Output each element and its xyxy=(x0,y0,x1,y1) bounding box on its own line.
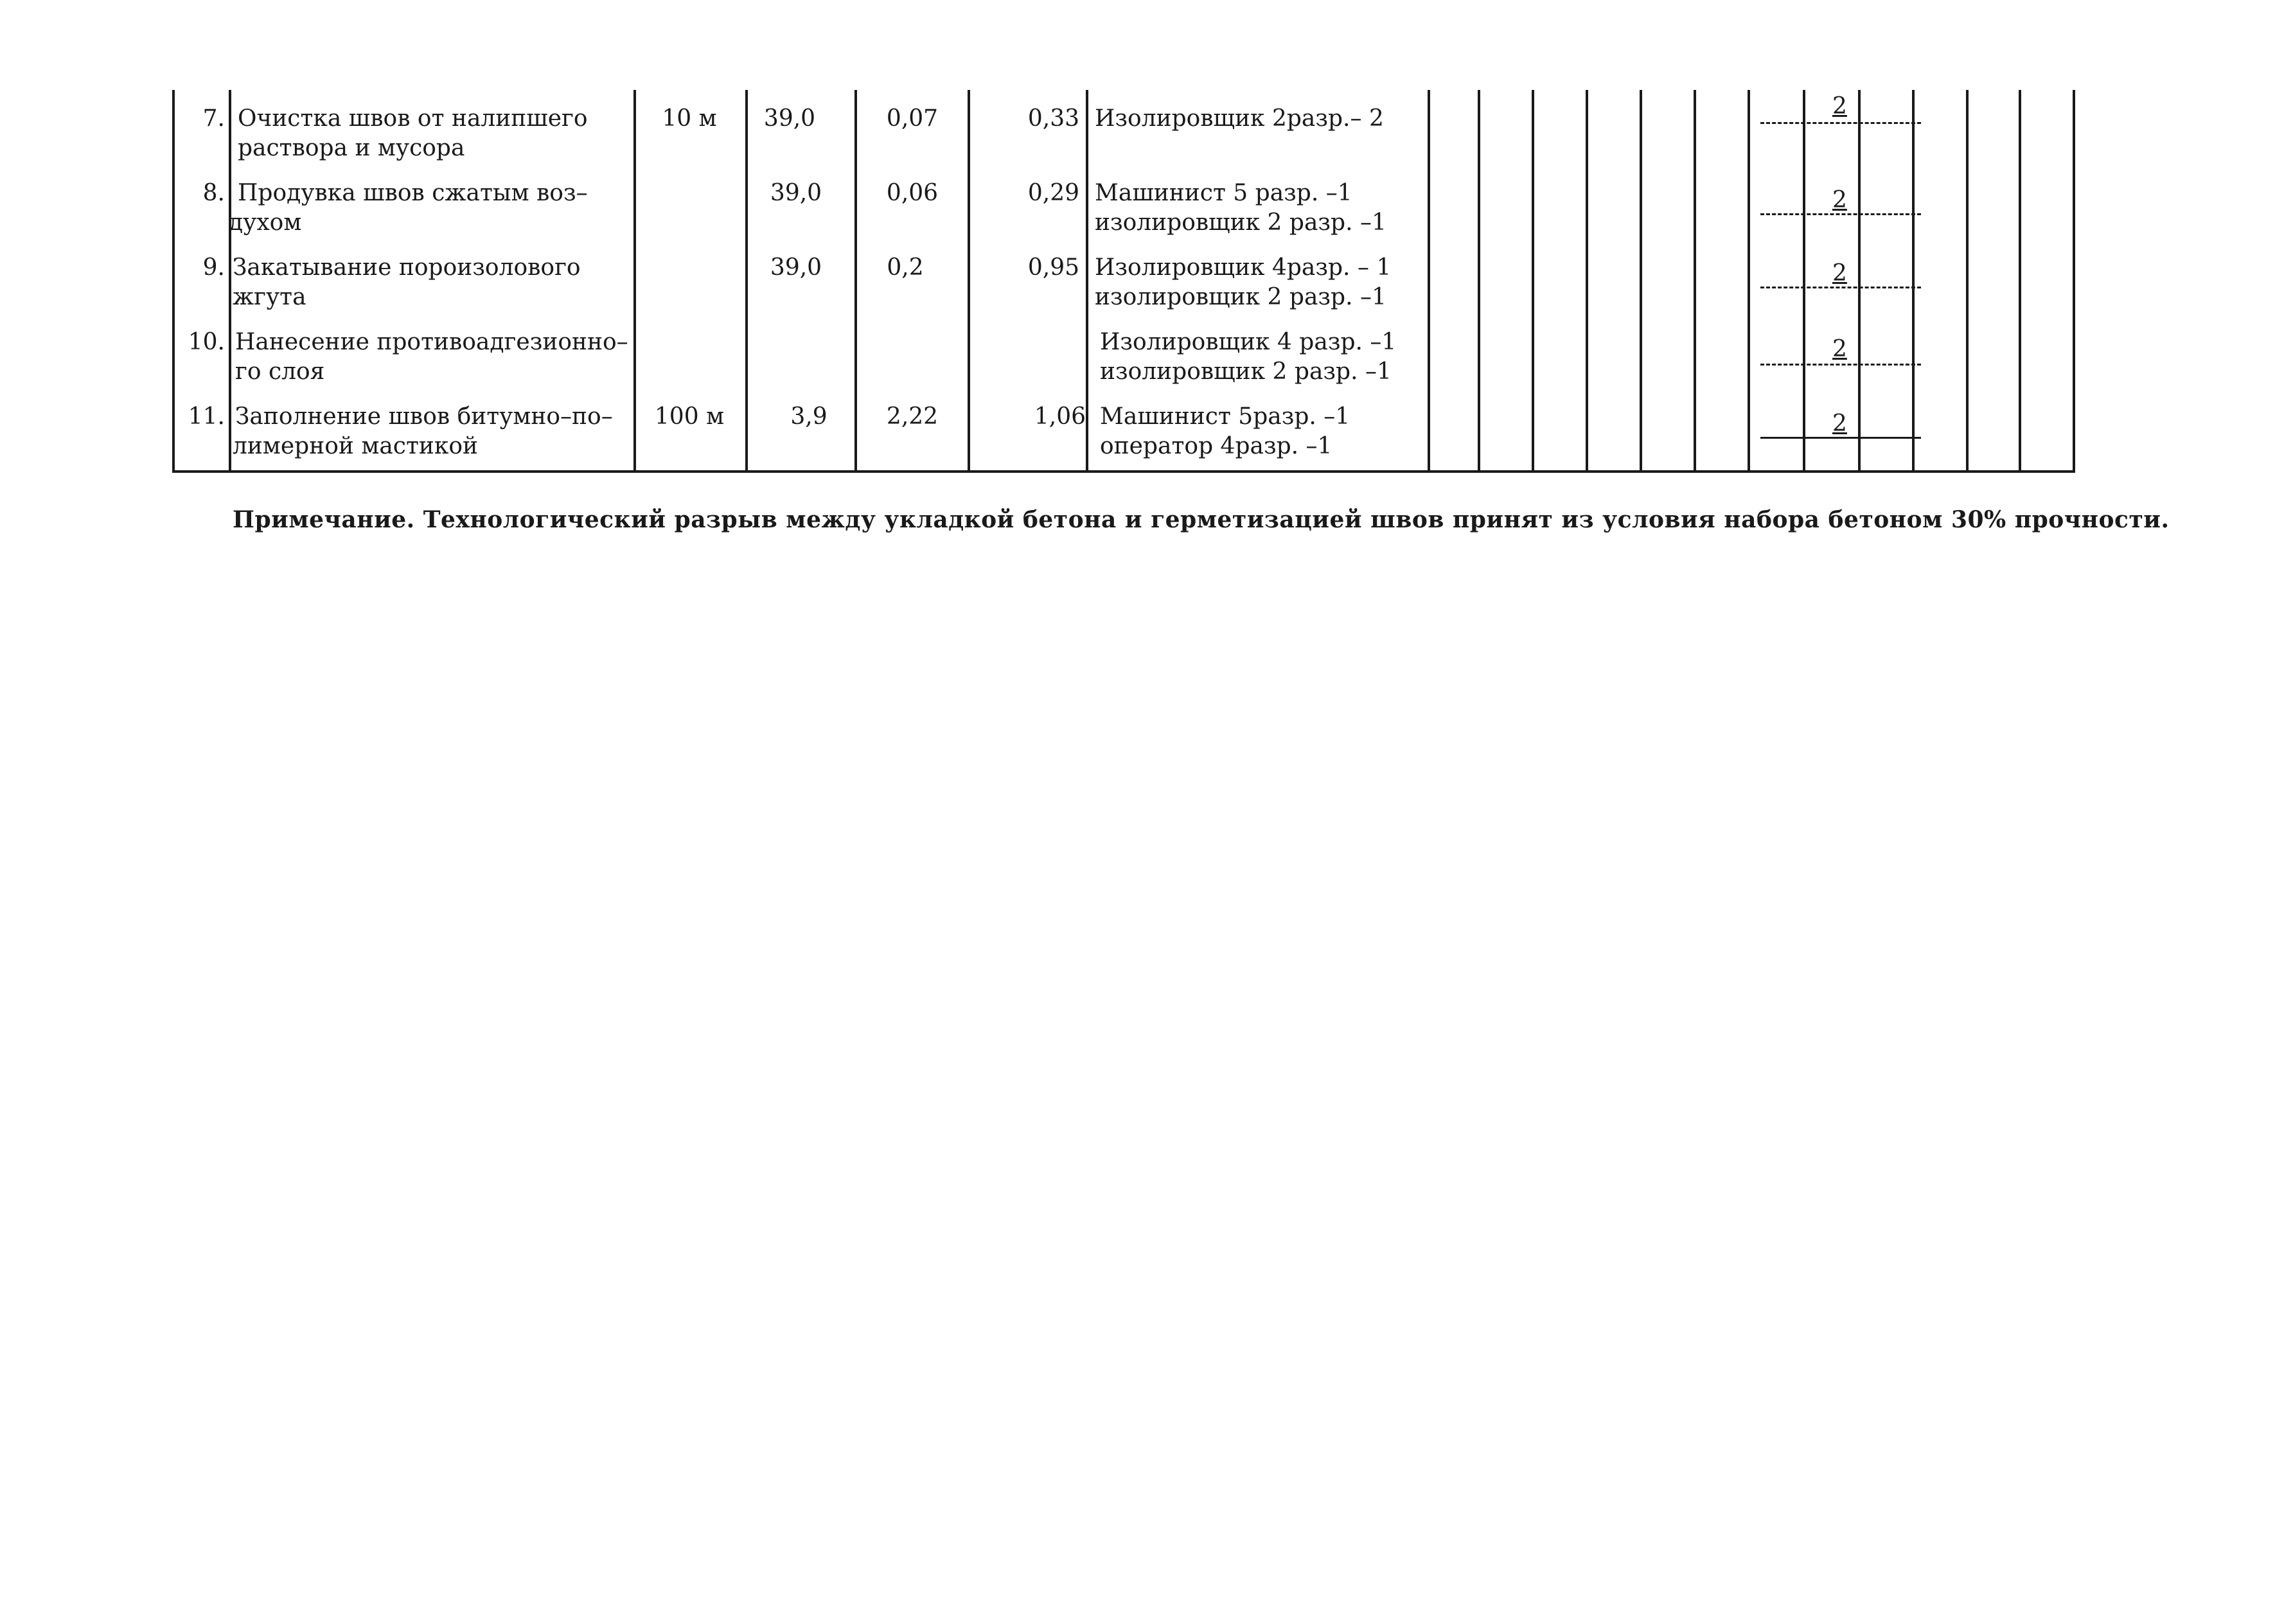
work-name-line: Продувка швов сжатым воз– xyxy=(238,180,588,206)
labor-cost: 1,06 xyxy=(1034,403,1086,430)
volume: 3,9 xyxy=(790,403,828,430)
crew-line: Машинист 5разр. –1 xyxy=(1100,403,1350,430)
schedule-bar xyxy=(1760,364,1921,366)
crew-line: изолировщик 2 разр. –1 xyxy=(1095,284,1386,310)
schedule-bar-label: 2 xyxy=(1832,410,1847,437)
work-name-line: раствора и мусора xyxy=(238,135,465,161)
table-rule xyxy=(1478,90,1480,472)
row-number: 11. xyxy=(188,403,225,430)
table-rule xyxy=(1586,90,1588,472)
table-rule xyxy=(1803,90,1805,472)
table-rule xyxy=(1640,90,1642,472)
table-rule xyxy=(1428,90,1430,472)
work-name-line: духом xyxy=(229,209,302,236)
footnote: Примечание. Технологический разрыв между укладкой бетона и герметизацией швов принят из условия набора бетоном 30% прочности. xyxy=(233,506,2170,533)
row-number: 7. xyxy=(202,105,225,132)
crew-line: оператор 4разр. –1 xyxy=(1100,433,1332,459)
table-rule xyxy=(1858,90,1861,472)
table-rule xyxy=(2073,90,2075,472)
volume: 39,0 xyxy=(770,180,822,206)
unit: 10 м xyxy=(662,105,717,132)
volume: 39,0 xyxy=(770,254,822,281)
crew-line: Машинист 5 разр. –1 xyxy=(1095,180,1352,206)
labor-cost: 0,33 xyxy=(1027,105,1079,132)
work-name-line: Заполнение швов битумно–по– xyxy=(235,403,613,430)
row-number: 9. xyxy=(202,254,225,281)
schedule-bar-label: 2 xyxy=(1832,187,1847,213)
table-rule xyxy=(1912,90,1915,472)
schedule-bar xyxy=(1760,122,1921,124)
table-rule xyxy=(1694,90,1696,472)
work-name-line: лимерной мастикой xyxy=(233,433,479,459)
schedule-bar-label: 2 xyxy=(1832,260,1847,287)
table-bottom-rule xyxy=(172,470,2075,473)
crew-line: Изолировщик 4 разр. –1 xyxy=(1100,329,1397,355)
work-name-line: го слоя xyxy=(235,358,325,385)
schedule-bar-label: 2 xyxy=(1832,93,1847,119)
work-name-line: Закатывание пороизолового xyxy=(233,254,581,281)
work-name-line: жгута xyxy=(233,284,306,310)
row-number: 10. xyxy=(188,329,225,355)
schedule-bar xyxy=(1760,437,1921,439)
labor-cost: 0,29 xyxy=(1027,180,1079,206)
crew-line: изолировщик 2 разр. –1 xyxy=(1100,358,1392,385)
unit: 100 м xyxy=(654,403,725,430)
row-number: 8. xyxy=(202,180,225,206)
table-rule xyxy=(1086,90,1088,472)
work-name-line: Очистка швов от налипшего xyxy=(238,105,588,132)
crew-line: изолировщик 2 разр. –1 xyxy=(1095,209,1386,236)
labor-cost: 0,95 xyxy=(1027,254,1079,281)
table-rule xyxy=(1966,90,1969,472)
schedule-bar-label: 2 xyxy=(1832,336,1847,362)
time-norm: 2,22 xyxy=(886,403,939,430)
time-norm: 0,07 xyxy=(886,105,939,132)
crew-line: Изолировщик 4разр. – 1 xyxy=(1095,254,1392,281)
volume: 39,0 xyxy=(763,105,816,132)
work-name-line: Нанесение противоадгезионно– xyxy=(235,329,628,355)
time-norm: 0,06 xyxy=(886,180,939,206)
schedule-bar xyxy=(1760,213,1921,215)
table-rule xyxy=(2019,90,2021,472)
schedule-bar xyxy=(1760,287,1921,288)
time-norm: 0,2 xyxy=(887,254,924,281)
crew-line: Изолировщик 2разр.– 2 xyxy=(1095,105,1384,132)
table-rule xyxy=(1748,90,1750,472)
table-rule xyxy=(1532,90,1534,472)
table-rule xyxy=(229,90,231,472)
